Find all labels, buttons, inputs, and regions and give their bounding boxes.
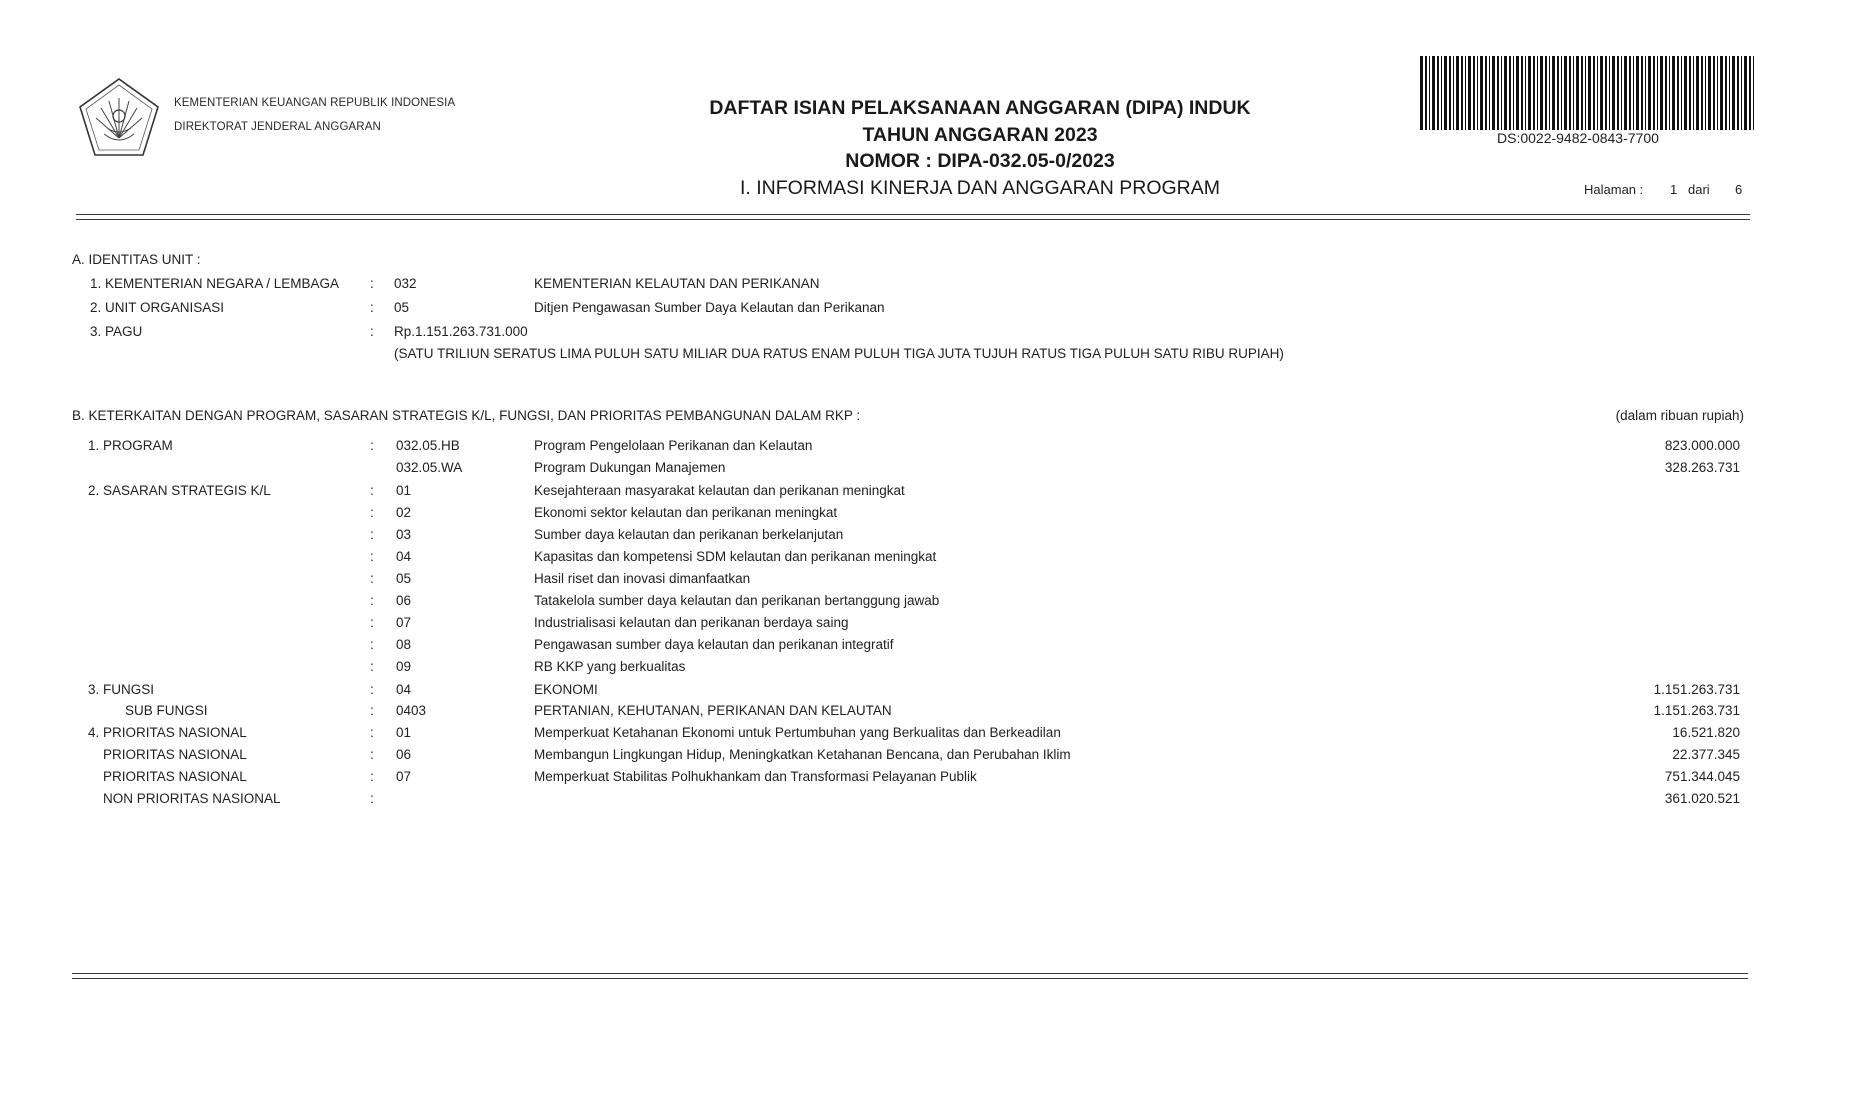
barcode-bar (1621, 56, 1622, 130)
barcode-bar (1720, 56, 1723, 130)
barcode-bar (1461, 56, 1463, 130)
barcode-bar (1492, 56, 1495, 130)
row-label: NON PRIORITAS NASIONAL (103, 791, 281, 806)
row-code: 01 (396, 483, 412, 498)
barcode-bar (1468, 56, 1471, 130)
barcode-bar (1480, 56, 1483, 130)
barcode-bar (1432, 56, 1435, 130)
row-code: 06 (396, 747, 412, 762)
header-divider (76, 214, 1750, 220)
row-code: 04 (396, 682, 412, 697)
row-separator: : (370, 637, 374, 652)
row-code: 0403 (396, 703, 427, 718)
barcode-bar (1564, 56, 1567, 130)
row-description: Ekonomi sektor kelautan dan perikanan meningkat (534, 505, 838, 520)
barcode-bar (1552, 56, 1555, 130)
row-description: Industrialisasi kelautan dan perikanan berdaya saing (534, 615, 849, 630)
barcode-bar (1576, 56, 1579, 130)
unit-note: (dalam ribuan rupiah) (1615, 408, 1744, 423)
row-amount: 22.377.345 (1672, 747, 1740, 762)
barcode-bar (1641, 56, 1643, 130)
barcode-bar (1489, 56, 1490, 130)
barcode-bar (1677, 56, 1679, 130)
section-b-heading: B. KETERKAITAN DENGAN PROGRAM, SASARAN STRATEGIS K/L, FUNGSI, DAN PRIORITAS PEMBANGUNAN DALAM RKP : (72, 408, 861, 423)
barcode-bar (1569, 56, 1571, 130)
barcode-bar (1653, 56, 1655, 130)
row-code: 07 (396, 769, 412, 784)
row-description: Program Pengelolaan Perikanan dan Kelautan (534, 438, 813, 453)
row-amount: 361.020.521 (1664, 791, 1740, 806)
row-label: 1. PROGRAM (88, 438, 173, 453)
section-a-heading: A. IDENTITAS UNIT : (72, 252, 201, 267)
document-title: DAFTAR ISIAN PELAKSANAAN ANGGARAN (DIPA) INDUK (709, 97, 1251, 119)
barcode-bar (1588, 56, 1591, 130)
row-separator: : (370, 505, 374, 520)
barcode-bar (1693, 56, 1694, 130)
row-separator: : (370, 549, 374, 564)
barcode-bar (1749, 56, 1751, 130)
identity-separator: : (370, 324, 374, 339)
barcode-bar (1729, 56, 1730, 130)
barcode-bar (1501, 56, 1502, 130)
identity-label: 2. UNIT ORGANISASI (90, 300, 225, 315)
row-separator: : (370, 682, 374, 697)
barcode-bar (1753, 56, 1754, 130)
barcode-bar (1504, 56, 1507, 130)
ministry-name: KEMENTERIAN KEUANGAN REPUBLIK INDONESIA (174, 97, 456, 109)
identity-label: 1. KEMENTERIAN NEGARA / LEMBAGA (90, 276, 340, 291)
page-of: dari (1688, 182, 1710, 197)
row-code: 06 (396, 593, 412, 608)
identity-description: Ditjen Pengawasan Sumber Daya Kelautan dan Perikanan (534, 300, 885, 315)
row-description: Hasil riset dan inovasi dimanfaatkan (534, 571, 751, 586)
barcode-bar (1453, 56, 1454, 130)
barcode-bar (1665, 56, 1667, 130)
row-separator: : (370, 483, 374, 498)
barcode-bar (1528, 56, 1531, 130)
row-separator: : (370, 769, 374, 784)
section-title: I. INFORMASI KINERJA DAN ANGGARAN PROGRAM (740, 177, 1220, 199)
barcode-bar (1509, 56, 1511, 130)
row-separator: : (370, 527, 374, 542)
row-label: 4. PRIORITAS NASIONAL (88, 725, 247, 740)
barcode-bar (1545, 56, 1547, 130)
row-description: Pengawasan sumber daya kelautan dan perikanan integratif (534, 637, 894, 652)
barcode-bar (1660, 56, 1663, 130)
page-current: 1 (1670, 182, 1678, 197)
barcode-bar (1420, 56, 1423, 130)
identity-separator: : (370, 300, 374, 315)
barcode-bar (1441, 56, 1442, 130)
barcode-bar (1648, 56, 1651, 130)
barcode-bar (1737, 56, 1739, 130)
barcode-bar (1681, 56, 1682, 130)
row-description: Kapasitas dan kompetensi SDM kelautan dan perikanan meningkat (534, 549, 937, 564)
document-number: NOMOR : DIPA-032.05-0/2023 (845, 150, 1115, 172)
barcode-bar (1533, 56, 1535, 130)
barcode-bar (1477, 56, 1478, 130)
row-separator: : (370, 438, 374, 453)
ministry-emblem-icon (76, 76, 162, 160)
barcode-bar (1597, 56, 1598, 130)
barcode-bar (1425, 56, 1427, 130)
barcode-bar (1624, 56, 1627, 130)
barcode-bar (1744, 56, 1747, 130)
barcode-bar (1600, 56, 1603, 130)
row-separator: : (370, 703, 374, 718)
barcode-bar (1696, 56, 1699, 130)
barcode-bar (1629, 56, 1631, 130)
barcode-number: DS:0022-9482-0843-7700 (1497, 130, 1659, 146)
barcode-bar (1465, 56, 1466, 130)
row-code: 032.05.HB (396, 438, 460, 453)
row-separator: : (370, 791, 374, 806)
barcode-bar (1708, 56, 1711, 130)
barcode-bar (1549, 56, 1550, 130)
barcode-bar (1689, 56, 1691, 130)
row-description: RB KKP yang berkualitas (534, 659, 686, 674)
barcode-bar (1701, 56, 1703, 130)
row-code: 02 (396, 505, 412, 520)
identity-code: Rp.1.151.263.731.000 (394, 324, 528, 339)
identity-description: KEMENTERIAN KELAUTAN DAN PERIKANAN (534, 276, 820, 291)
barcode-bar (1449, 56, 1451, 130)
barcode-bar (1540, 56, 1543, 130)
row-description: Memperkuat Ketahanan Ekonomi untuk Pertumbuhan yang Berkualitas dan Berkeadilan (534, 725, 1061, 740)
row-separator: : (370, 593, 374, 608)
barcode-bar (1581, 56, 1583, 130)
barcode-bar (1456, 56, 1459, 130)
barcode-bar (1657, 56, 1658, 130)
page-total: 6 (1735, 182, 1743, 197)
row-description: Tatakelola sumber daya kelautan dan perikanan bertanggung jawab (534, 593, 940, 608)
barcode-bar (1617, 56, 1619, 130)
barcode-bar (1633, 56, 1634, 130)
barcode-icon (1420, 56, 1754, 130)
row-amount: 328.263.731 (1664, 460, 1740, 475)
barcode-bar (1525, 56, 1526, 130)
row-description: Program Dukungan Manajemen (534, 460, 726, 475)
barcode-bar (1513, 56, 1514, 130)
barcode-bar (1573, 56, 1574, 130)
identity-label: 3. PAGU (90, 324, 143, 339)
row-description: Memperkuat Stabilitas Polhukhankam dan Transformasi Pelayanan Publik (534, 769, 977, 784)
row-description: Membangun Lingkungan Hidup, Meningkatkan Ketahanan Bencana, dan Perubahan Iklim (534, 747, 1071, 762)
barcode-bar (1672, 56, 1675, 130)
row-code: 05 (396, 571, 412, 586)
barcode-bar (1437, 56, 1439, 130)
barcode-bar (1605, 56, 1607, 130)
identity-separator: : (370, 276, 374, 291)
row-description: PERTANIAN, KEHUTANAN, PERIKANAN DAN KELAUTAN (534, 703, 892, 718)
footer-divider (72, 973, 1748, 979)
row-label: 2. SASARAN STRATEGIS K/L (88, 483, 271, 498)
pagu-in-words: (SATU TRILIUN SERATUS LIMA PULUH SATU MILIAR DUA RATUS ENAM PULUH TIGA JUTA TUJUH RATUS TIGA PULUH SATU RIBU RUPIAH) (394, 346, 1284, 361)
barcode-bar (1561, 56, 1562, 130)
row-amount: 823.000.000 (1664, 438, 1740, 453)
barcode-bar (1684, 56, 1687, 130)
barcode-bar (1609, 56, 1610, 130)
barcode-bar (1485, 56, 1487, 130)
barcode-bar (1444, 56, 1447, 130)
page-label: Halaman : (1584, 182, 1644, 197)
barcode-bar (1521, 56, 1523, 130)
row-label: 3. FUNGSI (88, 682, 155, 697)
row-code: 08 (396, 637, 412, 652)
barcode-bar (1705, 56, 1706, 130)
barcode-bar (1717, 56, 1718, 130)
row-description: EKONOMI (534, 682, 598, 697)
fiscal-year: TAHUN ANGGARAN 2023 (862, 124, 1098, 146)
barcode-bar (1732, 56, 1735, 130)
row-code: 04 (396, 549, 412, 564)
barcode-bar (1741, 56, 1742, 130)
row-code: 032.05.WA (396, 460, 463, 475)
row-amount: 751.344.045 (1664, 769, 1740, 784)
barcode-bar (1669, 56, 1670, 130)
barcode-bar (1429, 56, 1430, 130)
barcode-bar (1636, 56, 1639, 130)
row-label: PRIORITAS NASIONAL (103, 769, 247, 784)
row-label: SUB FUNGSI (125, 703, 208, 718)
barcode-bar (1516, 56, 1519, 130)
barcode-bar (1645, 56, 1646, 130)
barcode-bar (1557, 56, 1559, 130)
row-code: 01 (396, 725, 412, 740)
row-amount: 16.521.820 (1672, 725, 1740, 740)
barcode-bar (1593, 56, 1595, 130)
row-label: PRIORITAS NASIONAL (103, 747, 247, 762)
barcode-bar (1497, 56, 1499, 130)
barcode-bar (1537, 56, 1538, 130)
directorate-name: DIREKTORAT JENDERAL ANGGARAN (174, 121, 381, 133)
identity-code: 032 (394, 276, 417, 291)
row-amount: 1.151.263.731 (1653, 682, 1740, 697)
barcode-bar (1473, 56, 1475, 130)
barcode-bar (1612, 56, 1615, 130)
barcode-bar (1713, 56, 1715, 130)
barcode-bar (1585, 56, 1586, 130)
barcode-bar (1725, 56, 1727, 130)
row-separator: : (370, 747, 374, 762)
row-separator: : (370, 615, 374, 630)
row-code: 07 (396, 615, 412, 630)
row-separator: : (370, 571, 374, 586)
row-separator: : (370, 659, 374, 674)
identity-code: 05 (394, 300, 410, 315)
row-code: 03 (396, 527, 412, 542)
row-separator: : (370, 725, 374, 740)
row-amount: 1.151.263.731 (1653, 703, 1740, 718)
row-description: Kesejahteraan masyarakat kelautan dan perikanan meningkat (534, 483, 905, 498)
row-code: 09 (396, 659, 412, 674)
row-description: Sumber daya kelautan dan perikanan berkelanjutan (534, 527, 844, 542)
